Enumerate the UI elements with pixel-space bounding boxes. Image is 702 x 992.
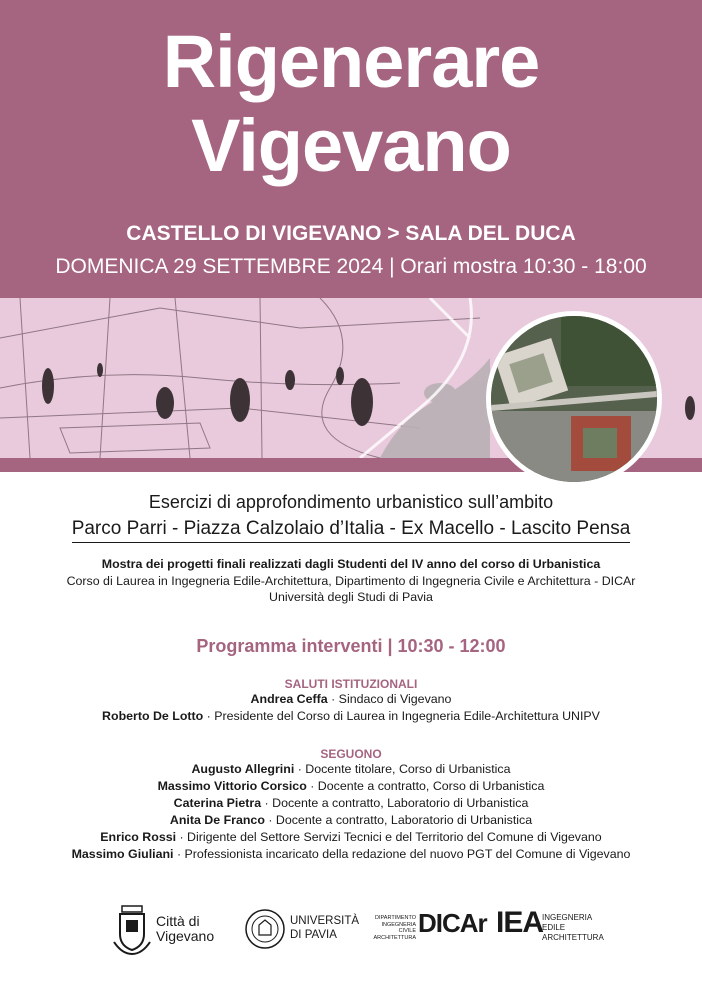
greeting-row: [0, 691, 702, 708]
exhibit-description: [0, 556, 702, 606]
speaker-row: [0, 812, 702, 829]
speaker-row: [0, 795, 702, 812]
speaker-row: [0, 778, 702, 795]
intro-section: [0, 492, 702, 513]
iea-logo-line1: INGEGNERIA: [542, 913, 593, 922]
greetings-section: [0, 677, 702, 725]
speaker-role: · Docente titolare, Corso di Urbanistica: [294, 762, 511, 776]
unipv-logo-line1: UNIVERSITÀ: [290, 915, 360, 927]
dicar-logo-caption: DIPARTIMENTO INGEGNERIA CIVILE ARCHITETTURA: [373, 915, 416, 941]
exhibit-line: Mostra dei progetti finali realizzati dagli Studenti del IV anno del corso di Urbanistica: [101, 557, 601, 571]
header-banner: [0, 0, 702, 298]
logo-strip: [0, 898, 702, 962]
city-logo: [112, 898, 232, 962]
following-title: SEGUONO: [320, 747, 382, 761]
speaker-name: Massimo Vittorio Corsico: [157, 779, 307, 793]
places-line: Parco Parri - Piazza Calzolaio d’Italia - Ex Macello - Lascito Pensa: [72, 518, 631, 543]
greetings-title: SALUTI ISTITUZIONALI: [284, 677, 418, 691]
speaker-row: [0, 846, 702, 863]
dicar-logo: [372, 898, 487, 962]
iea-logo-line2: EDILE: [542, 923, 566, 932]
places-block: [0, 518, 702, 543]
speaker-role: · Professionista incaricato della redazione del nuovo PGT del Comune di Vigevano: [173, 847, 631, 861]
speaker-name: Massimo Giuliani: [71, 847, 174, 861]
unipv-logo-line2: DI PAVIA: [290, 929, 337, 941]
iea-logo: [496, 898, 616, 962]
program-title: Programma interventi | 10:30 - 12:00: [196, 636, 506, 656]
title-line-2: Vigevano: [191, 104, 511, 187]
speaker-role: · Dirigente del Settore Servizi Tecnici e del Territorio del Comune di Vigevano: [176, 830, 602, 844]
speaker-name: Caterina Pietra: [173, 796, 262, 810]
aerial-drawing: [491, 316, 657, 482]
city-logo-line2: Vigevano: [156, 928, 215, 944]
unipv-seal-icon: [244, 908, 286, 950]
program-header: [0, 636, 702, 657]
speakers-section: [0, 747, 702, 863]
speaker-name: Andrea Ceffa: [250, 692, 328, 706]
intro-subtitle: Esercizi di approfondimento urbanistico sull’ambito: [148, 492, 554, 512]
city-coat-of-arms-icon: [112, 902, 152, 958]
iea-logo-line3: ARCHITETTURA: [542, 933, 604, 942]
speaker-name: Anita De Franco: [169, 813, 265, 827]
course-line: Corso di Laurea in Ingegneria Edile-Architettura, Dipartimento di Ingegneria Civile e Architettura - DICAr: [66, 573, 636, 588]
speaker-name: Enrico Rossi: [100, 830, 177, 844]
iea-logo-mark: IEA: [496, 906, 544, 939]
speaker-role: · Presidente del Corso di Laurea in Ingegneria Edile-Architettura UNIPV: [203, 709, 600, 723]
speaker-role: · Docente a contratto, Laboratorio di Urbanistica: [264, 813, 533, 827]
city-logo-line1: Città di: [156, 913, 200, 929]
speaker-name: Roberto De Lotto: [102, 709, 204, 723]
title-line-1: Rigenerare: [162, 20, 540, 103]
speaker-row: [0, 829, 702, 846]
speaker-role: · Sindaco di Vigevano: [327, 692, 452, 706]
unipv-logo: [244, 898, 364, 962]
university-line: Università degli Studi di Pavia: [269, 590, 433, 604]
speaker-role: · Docente a contratto, Corso di Urbanistica: [306, 779, 545, 793]
date-line: DOMENICA 29 SETTEMBRE 2024 | Orari mostra 10:30 - 18:00: [55, 255, 647, 278]
speaker-row: [0, 761, 702, 778]
speaker-name: Augusto Allegrini: [191, 762, 295, 776]
greeting-row: [0, 708, 702, 725]
speaker-role: · Docente a contratto, Laboratorio di Urbanistica: [261, 796, 529, 810]
aerial-map-photo: [486, 311, 662, 487]
dicar-logo-mark: DICAr: [418, 908, 487, 938]
venue-line: CASTELLO DI VIGEVANO > SALA DEL DUCA: [126, 222, 576, 245]
